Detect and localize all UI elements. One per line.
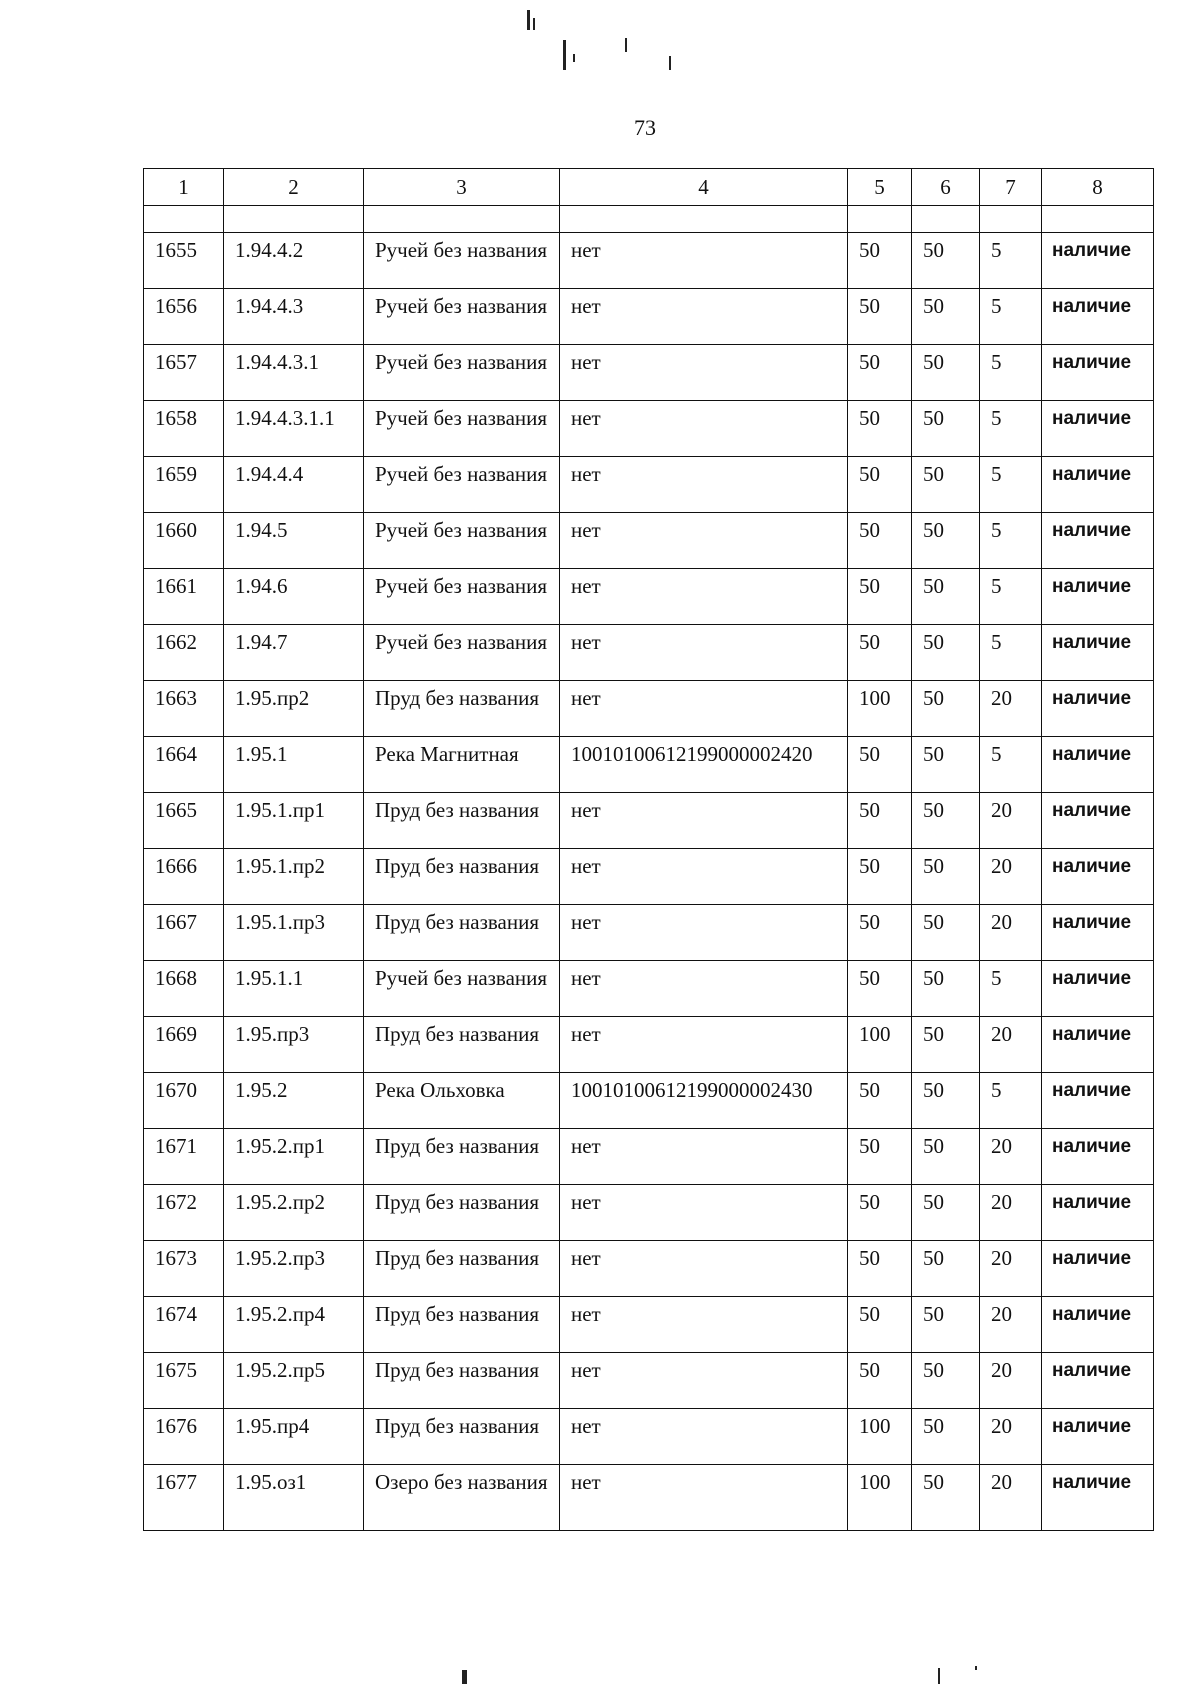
table-cell-col-5: 50 — [848, 905, 912, 961]
table-cell-col-8: наличие — [1042, 1017, 1154, 1073]
scan-mark-bottom — [975, 1666, 977, 1670]
table-cell-col-6: 50 — [912, 1353, 980, 1409]
table-cell-col-7: 5 — [980, 569, 1042, 625]
table-cell-col-7: 20 — [980, 1129, 1042, 1185]
table-cell-col-6: 50 — [912, 401, 980, 457]
table-cell-col-1: 1671 — [144, 1129, 224, 1185]
spacer-cell — [848, 206, 912, 233]
table-row — [144, 1465, 1154, 1531]
table-cell-col-7: 20 — [980, 849, 1042, 905]
table-cell-col-6: 50 — [912, 1297, 980, 1353]
table-cell-col-2: 1.94.6 — [224, 569, 364, 625]
table-cell-col-5: 50 — [848, 1297, 912, 1353]
table-cell-col-1: 1658 — [144, 401, 224, 457]
table-row — [144, 737, 1154, 793]
table-cell-col-2: 1.94.7 — [224, 625, 364, 681]
table-cell-col-2: 1.94.4.3 — [224, 289, 364, 345]
table-cell-col-6: 50 — [912, 233, 980, 289]
table-row — [144, 905, 1154, 961]
table-cell-col-2: 1.95.1 — [224, 737, 364, 793]
table-row — [144, 1353, 1154, 1409]
table-cell-col-2: 1.95.2.пр4 — [224, 1297, 364, 1353]
table-cell-col-4: нет — [560, 513, 848, 569]
table-cell-col-2: 1.95.2.пр5 — [224, 1353, 364, 1409]
header-spacer-row — [144, 206, 1154, 233]
table-cell-col-8: наличие — [1042, 1297, 1154, 1353]
table-row — [144, 1129, 1154, 1185]
table-row — [144, 1241, 1154, 1297]
table-cell-col-3: Ручей без названия — [364, 289, 560, 345]
table-row — [144, 849, 1154, 905]
table-cell-col-5: 50 — [848, 625, 912, 681]
table-cell-col-2: 1.95.2.пр3 — [224, 1241, 364, 1297]
table-cell-col-7: 20 — [980, 1409, 1042, 1465]
table-cell-col-5: 50 — [848, 1073, 912, 1129]
table-cell-col-5: 50 — [848, 1353, 912, 1409]
table-cell-col-7: 20 — [980, 1241, 1042, 1297]
table-cell-col-5: 100 — [848, 1017, 912, 1073]
table-cell-col-6: 50 — [912, 737, 980, 793]
spacer-cell — [912, 206, 980, 233]
table-cell-col-2: 1.94.5 — [224, 513, 364, 569]
table-row — [144, 1297, 1154, 1353]
table-row — [144, 681, 1154, 737]
table-cell-col-6: 50 — [912, 625, 980, 681]
table-cell-col-8: наличие — [1042, 1409, 1154, 1465]
table-cell-col-3: Ручей без названия — [364, 345, 560, 401]
column-header-7: 7 — [980, 169, 1042, 206]
table-cell-col-8: наличие — [1042, 1185, 1154, 1241]
table-cell-col-7: 20 — [980, 793, 1042, 849]
table-cell-col-6: 50 — [912, 1129, 980, 1185]
table-cell-col-2: 1.95.1.1 — [224, 961, 364, 1017]
table-cell-col-3: Озеро без названия — [364, 1465, 560, 1531]
table-cell-col-1: 1666 — [144, 849, 224, 905]
page-number: 73 — [634, 115, 656, 140]
table-cell-col-3: Пруд без названия — [364, 905, 560, 961]
table-cell-col-3: Пруд без названия — [364, 1297, 560, 1353]
table-cell-col-4: 10010100612199000002420 — [560, 737, 848, 793]
table-cell-col-4: нет — [560, 401, 848, 457]
table-cell-col-8: наличие — [1042, 1129, 1154, 1185]
table-cell-col-1: 1662 — [144, 625, 224, 681]
table-row — [144, 233, 1154, 289]
table-cell-col-6: 50 — [912, 569, 980, 625]
table-cell-col-2: 1.95.1.пр1 — [224, 793, 364, 849]
scan-mark — [563, 40, 566, 70]
table-cell-col-3: Ручей без названия — [364, 401, 560, 457]
table-cell-col-5: 50 — [848, 401, 912, 457]
table-cell-col-7: 20 — [980, 681, 1042, 737]
table-cell-col-1: 1661 — [144, 569, 224, 625]
table-cell-col-3: Ручей без названия — [364, 569, 560, 625]
table-cell-col-3: Река Магнитная — [364, 737, 560, 793]
table-cell-col-8: наличие — [1042, 1073, 1154, 1129]
table-cell-col-8: наличие — [1042, 513, 1154, 569]
table-cell-col-3: Пруд без названия — [364, 1185, 560, 1241]
table-cell-col-4: нет — [560, 625, 848, 681]
table-cell-col-6: 50 — [912, 345, 980, 401]
table-row — [144, 1017, 1154, 1073]
table-row — [144, 1185, 1154, 1241]
spacer-cell — [224, 206, 364, 233]
table-cell-col-8: наличие — [1042, 289, 1154, 345]
table-cell-col-4: нет — [560, 457, 848, 513]
table-cell-col-2: 1.95.1.пр3 — [224, 905, 364, 961]
table-cell-col-3: Пруд без названия — [364, 1129, 560, 1185]
table-cell-col-1: 1668 — [144, 961, 224, 1017]
table-cell-col-3: Пруд без названия — [364, 1409, 560, 1465]
table-row — [144, 625, 1154, 681]
scan-mark — [573, 54, 575, 62]
table-cell-col-1: 1657 — [144, 345, 224, 401]
table-cell-col-3: Пруд без названия — [364, 1241, 560, 1297]
table-cell-col-1: 1670 — [144, 1073, 224, 1129]
scan-mark — [625, 38, 627, 52]
table-cell-col-6: 50 — [912, 1465, 980, 1531]
table-cell-col-6: 50 — [912, 289, 980, 345]
table-cell-col-5: 50 — [848, 961, 912, 1017]
table-cell-col-1: 1655 — [144, 233, 224, 289]
scan-mark-bottom — [462, 1670, 467, 1684]
table-cell-col-8: наличие — [1042, 1353, 1154, 1409]
table-cell-col-4: нет — [560, 961, 848, 1017]
table-cell-col-5: 100 — [848, 681, 912, 737]
table-cell-col-3: Пруд без названия — [364, 1353, 560, 1409]
table-row — [144, 289, 1154, 345]
table-cell-col-7: 5 — [980, 457, 1042, 513]
table-cell-col-1: 1672 — [144, 1185, 224, 1241]
spacer-cell — [364, 206, 560, 233]
table-cell-col-2: 1.94.4.4 — [224, 457, 364, 513]
table-cell-col-6: 50 — [912, 1017, 980, 1073]
column-header-5: 5 — [848, 169, 912, 206]
table-cell-col-1: 1659 — [144, 457, 224, 513]
table-row — [144, 793, 1154, 849]
table-cell-col-8: наличие — [1042, 1241, 1154, 1297]
table-cell-col-7: 5 — [980, 961, 1042, 1017]
table-row — [144, 513, 1154, 569]
table-cell-col-8: наличие — [1042, 793, 1154, 849]
table-cell-col-5: 50 — [848, 345, 912, 401]
table-cell-col-6: 50 — [912, 1185, 980, 1241]
table-row — [144, 345, 1154, 401]
table-cell-col-8: наличие — [1042, 737, 1154, 793]
table-cell-col-1: 1669 — [144, 1017, 224, 1073]
table-cell-col-3: Пруд без названия — [364, 849, 560, 905]
table-cell-col-2: 1.95.пр4 — [224, 1409, 364, 1465]
table-cell-col-6: 50 — [912, 457, 980, 513]
table-cell-col-1: 1665 — [144, 793, 224, 849]
table-cell-col-4: нет — [560, 681, 848, 737]
table-cell-col-3: Пруд без названия — [364, 1017, 560, 1073]
table-cell-col-8: наличие — [1042, 569, 1154, 625]
table-cell-col-7: 5 — [980, 513, 1042, 569]
column-header-3: 3 — [364, 169, 560, 206]
table-cell-col-5: 50 — [848, 737, 912, 793]
table-cell-col-7: 5 — [980, 401, 1042, 457]
table-cell-col-4: нет — [560, 849, 848, 905]
table-cell-col-6: 50 — [912, 1241, 980, 1297]
table-cell-col-2: 1.95.2.пр1 — [224, 1129, 364, 1185]
table-cell-col-5: 100 — [848, 1409, 912, 1465]
table-cell-col-5: 100 — [848, 1465, 912, 1531]
table-cell-col-6: 50 — [912, 793, 980, 849]
table-cell-col-7: 5 — [980, 625, 1042, 681]
table-cell-col-1: 1660 — [144, 513, 224, 569]
table-cell-col-6: 50 — [912, 513, 980, 569]
table-cell-col-5: 50 — [848, 1185, 912, 1241]
scan-mark — [533, 18, 535, 30]
table-cell-col-4: нет — [560, 1017, 848, 1073]
table-cell-col-5: 50 — [848, 289, 912, 345]
table-cell-col-4: нет — [560, 1241, 848, 1297]
table-cell-col-3: Река Ольховка — [364, 1073, 560, 1129]
table-cell-col-3: Пруд без названия — [364, 793, 560, 849]
table-cell-col-1: 1667 — [144, 905, 224, 961]
table-cell-col-1: 1664 — [144, 737, 224, 793]
table-cell-col-8: наличие — [1042, 1465, 1154, 1531]
table-cell-col-8: наличие — [1042, 457, 1154, 513]
table-cell-col-2: 1.95.2.пр2 — [224, 1185, 364, 1241]
table-row — [144, 457, 1154, 513]
table-cell-col-5: 50 — [848, 233, 912, 289]
column-header-4: 4 — [560, 169, 848, 206]
table-cell-col-2: 1.94.4.2 — [224, 233, 364, 289]
table-cell-col-4: нет — [560, 569, 848, 625]
table-cell-col-5: 50 — [848, 849, 912, 905]
table-cell-col-3: Ручей без названия — [364, 625, 560, 681]
table-cell-col-6: 50 — [912, 1409, 980, 1465]
table-cell-col-6: 50 — [912, 905, 980, 961]
table-cell-col-4: нет — [560, 793, 848, 849]
scan-mark — [527, 10, 530, 30]
table-cell-col-7: 20 — [980, 1297, 1042, 1353]
spacer-cell — [1042, 206, 1154, 233]
table-cell-col-4: нет — [560, 289, 848, 345]
table-cell-col-1: 1656 — [144, 289, 224, 345]
table-cell-col-5: 50 — [848, 569, 912, 625]
table-cell-col-6: 50 — [912, 961, 980, 1017]
table-cell-col-5: 50 — [848, 793, 912, 849]
table-row — [144, 569, 1154, 625]
table-cell-col-8: наличие — [1042, 401, 1154, 457]
table-cell-col-8: наличие — [1042, 905, 1154, 961]
table-row — [144, 1409, 1154, 1465]
table-cell-col-2: 1.95.оз1 — [224, 1465, 364, 1531]
table-cell-col-5: 50 — [848, 1241, 912, 1297]
scan-mark-bottom — [938, 1668, 940, 1684]
table-cell-col-1: 1674 — [144, 1297, 224, 1353]
table-cell-col-7: 20 — [980, 905, 1042, 961]
table-cell-col-7: 5 — [980, 1073, 1042, 1129]
table-cell-col-6: 50 — [912, 681, 980, 737]
scan-mark — [669, 56, 671, 70]
column-header-6: 6 — [912, 169, 980, 206]
table-cell-col-8: наличие — [1042, 233, 1154, 289]
table-cell-col-3: Ручей без названия — [364, 233, 560, 289]
table-cell-col-2: 1.94.4.3.1.1 — [224, 401, 364, 457]
table-cell-col-4: нет — [560, 1129, 848, 1185]
table-cell-col-6: 50 — [912, 849, 980, 905]
spacer-cell — [144, 206, 224, 233]
table-body — [144, 233, 1154, 1531]
table-cell-col-2: 1.95.пр2 — [224, 681, 364, 737]
table-cell-col-5: 50 — [848, 513, 912, 569]
table-cell-col-2: 1.95.пр3 — [224, 1017, 364, 1073]
table-cell-col-7: 20 — [980, 1017, 1042, 1073]
table-cell-col-3: Ручей без названия — [364, 513, 560, 569]
table-cell-col-4: нет — [560, 1465, 848, 1531]
column-header-8: 8 — [1042, 169, 1154, 206]
table-cell-col-7: 20 — [980, 1353, 1042, 1409]
spacer-cell — [980, 206, 1042, 233]
table-cell-col-1: 1673 — [144, 1241, 224, 1297]
data-table-container — [143, 168, 1153, 1531]
table-cell-col-7: 5 — [980, 233, 1042, 289]
data-table — [143, 168, 1154, 1531]
table-cell-col-7: 5 — [980, 345, 1042, 401]
table-cell-col-7: 5 — [980, 737, 1042, 793]
table-cell-col-7: 5 — [980, 289, 1042, 345]
table-cell-col-8: наличие — [1042, 681, 1154, 737]
column-header-1: 1 — [144, 169, 224, 206]
spacer-cell — [560, 206, 848, 233]
table-cell-col-1: 1677 — [144, 1465, 224, 1531]
table-row — [144, 1073, 1154, 1129]
table-row — [144, 401, 1154, 457]
header-row — [144, 169, 1154, 206]
table-cell-col-1: 1663 — [144, 681, 224, 737]
table-cell-col-4: нет — [560, 905, 848, 961]
table-cell-col-2: 1.95.1.пр2 — [224, 849, 364, 905]
table-cell-col-6: 50 — [912, 1073, 980, 1129]
table-cell-col-7: 20 — [980, 1185, 1042, 1241]
table-cell-col-2: 1.95.2 — [224, 1073, 364, 1129]
table-cell-col-8: наличие — [1042, 625, 1154, 681]
table-cell-col-2: 1.94.4.3.1 — [224, 345, 364, 401]
table-cell-col-1: 1675 — [144, 1353, 224, 1409]
table-cell-col-4: нет — [560, 1353, 848, 1409]
table-cell-col-4: нет — [560, 1185, 848, 1241]
table-cell-col-5: 50 — [848, 457, 912, 513]
table-cell-col-3: Пруд без названия — [364, 681, 560, 737]
table-cell-col-5: 50 — [848, 1129, 912, 1185]
table-cell-col-4: нет — [560, 345, 848, 401]
table-row — [144, 961, 1154, 1017]
table-cell-col-8: наличие — [1042, 961, 1154, 1017]
table-cell-col-8: наличие — [1042, 345, 1154, 401]
table-cell-col-3: Ручей без названия — [364, 457, 560, 513]
table-cell-col-4: 10010100612199000002430 — [560, 1073, 848, 1129]
table-cell-col-4: нет — [560, 1297, 848, 1353]
table-cell-col-4: нет — [560, 1409, 848, 1465]
table-cell-col-3: Ручей без названия — [364, 961, 560, 1017]
column-header-2: 2 — [224, 169, 364, 206]
table-cell-col-1: 1676 — [144, 1409, 224, 1465]
table-cell-col-8: наличие — [1042, 849, 1154, 905]
table-cell-col-4: нет — [560, 233, 848, 289]
table-cell-col-7: 20 — [980, 1465, 1042, 1531]
